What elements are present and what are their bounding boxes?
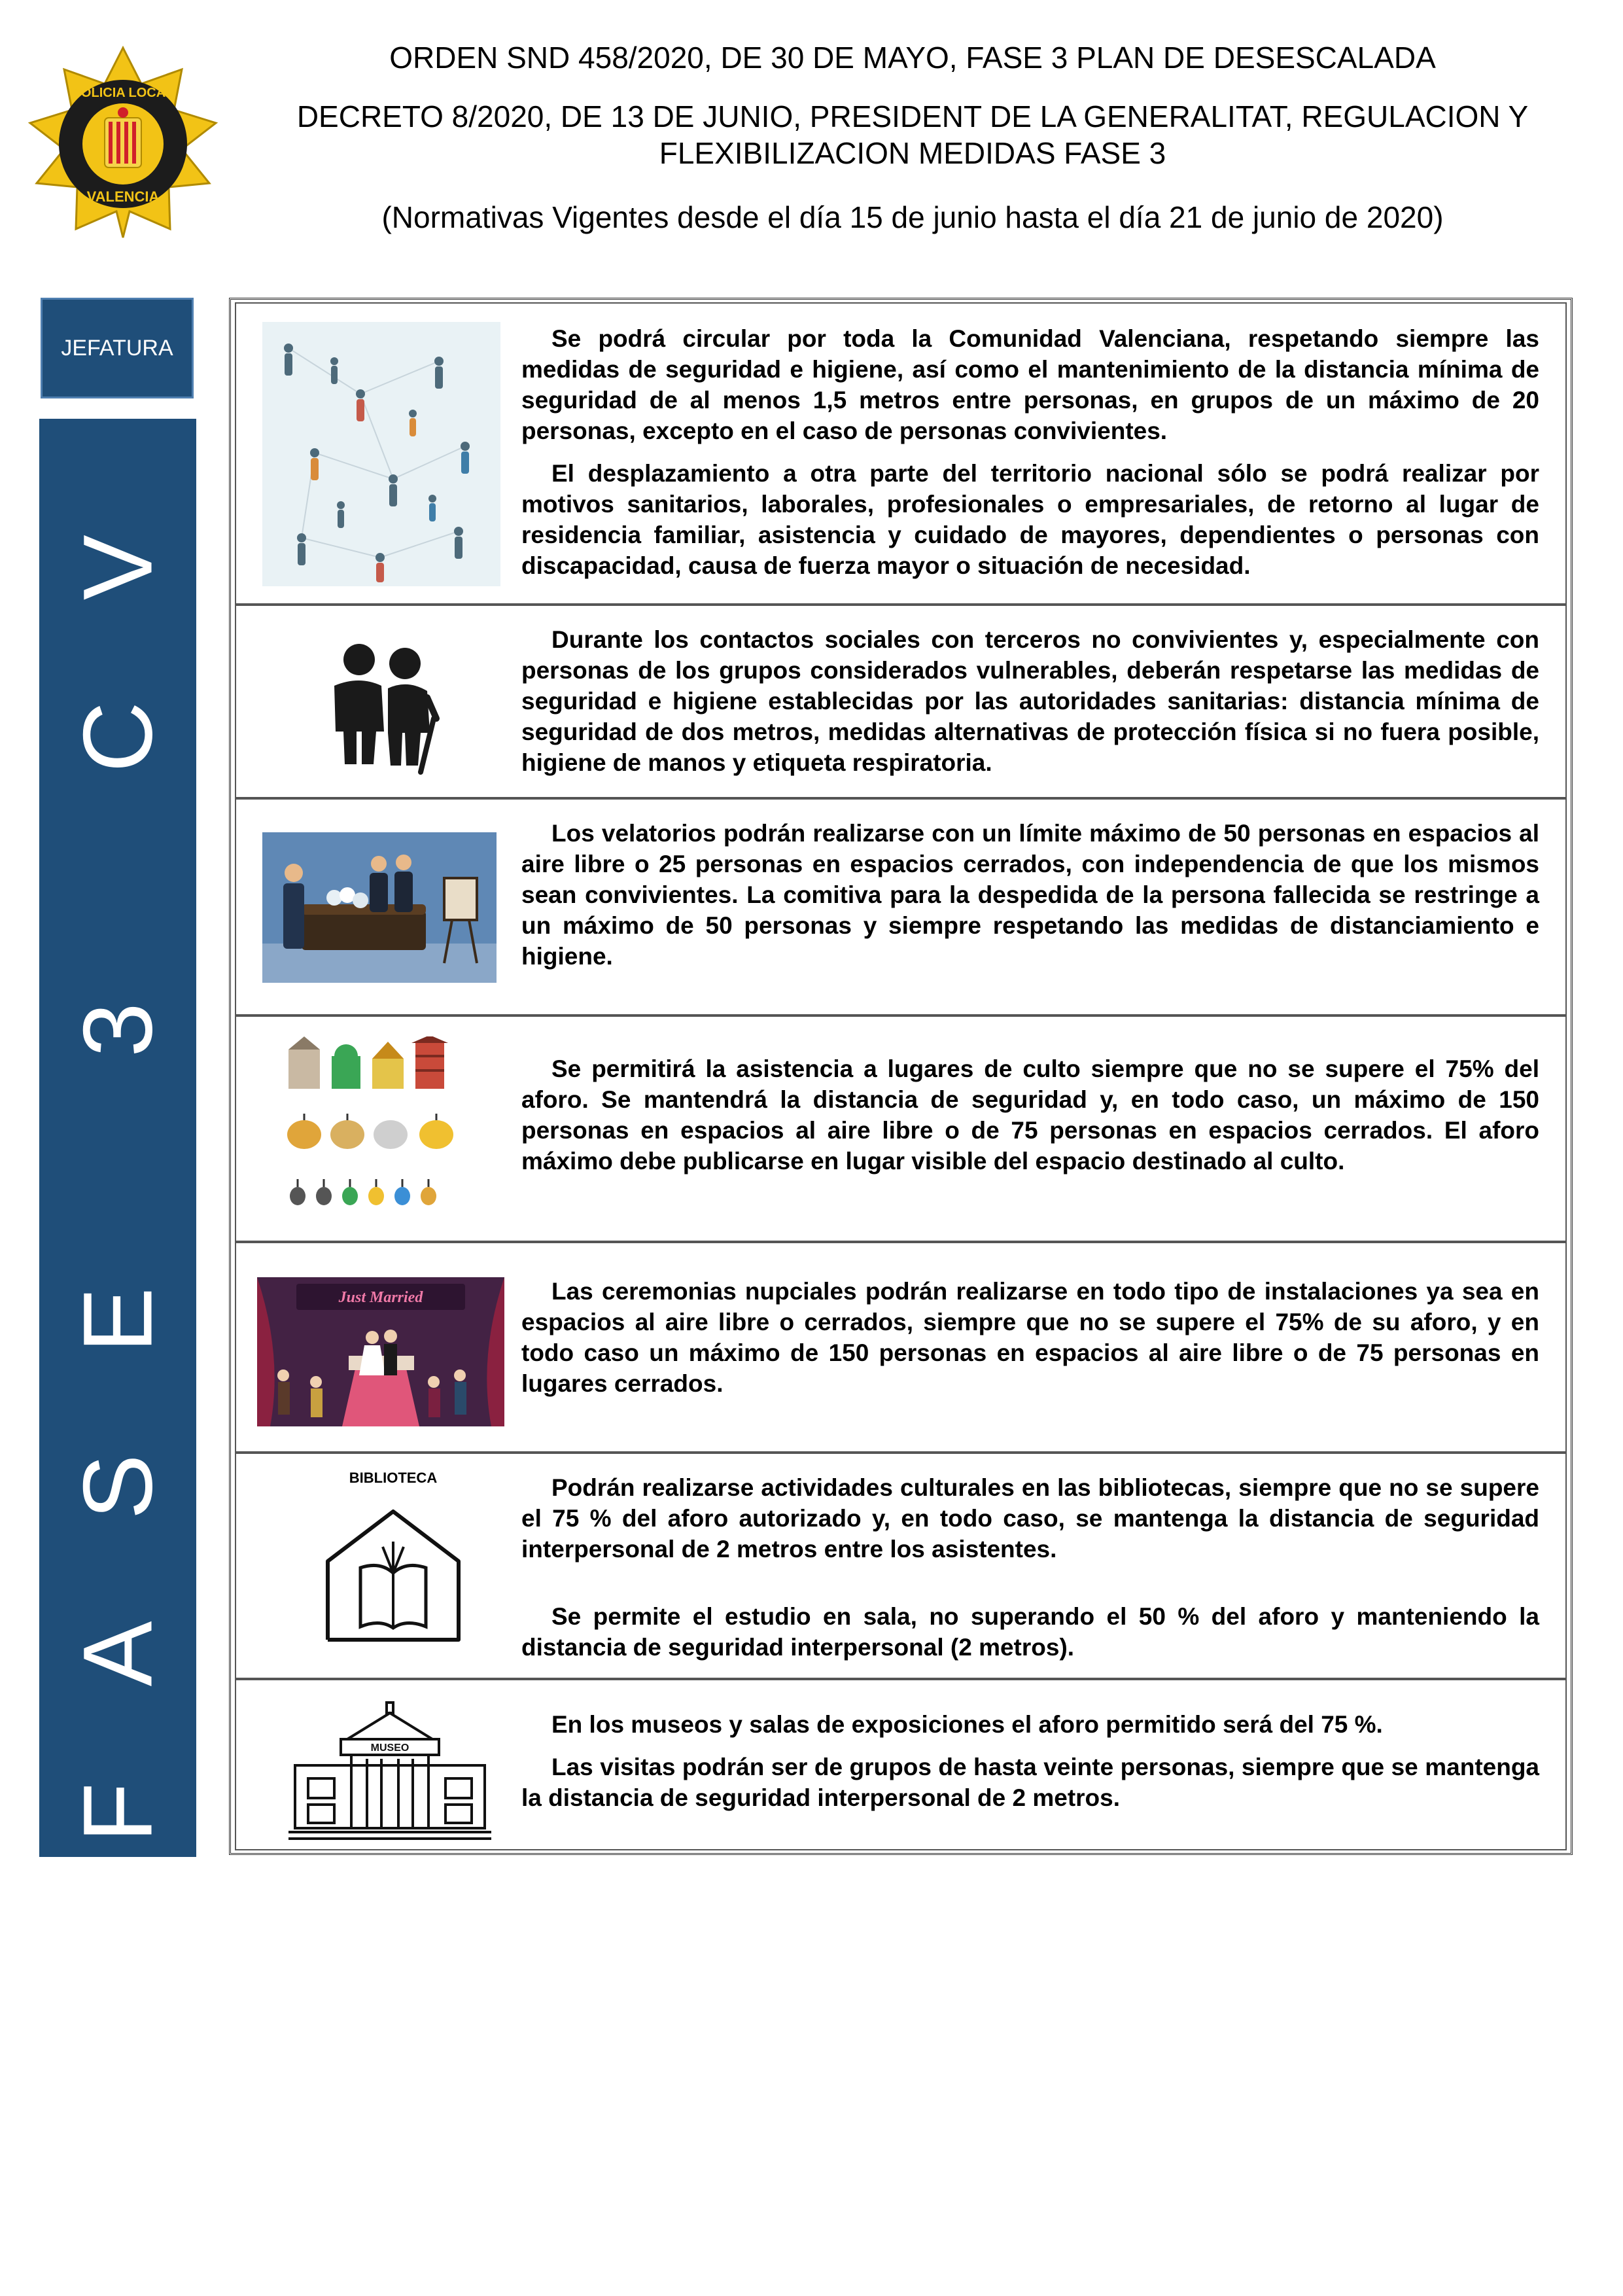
places-of-worship-icon: [282, 1036, 478, 1226]
wedding-icon: [257, 1277, 504, 1426]
row-text: [521, 1053, 1539, 1176]
header-decreto: DECRETO 8/2020, DE 13 DE JUNIO, PRESIDENT DE LA GENERALITAT, REGULACION Y: [296, 99, 1529, 133]
museum-caption: MUSEO: [370, 1742, 410, 1754]
row-text: [521, 818, 1539, 972]
table-row: [235, 1453, 1567, 1679]
row-paragraph: Se podrá circular por toda la Comunidad Valenciana, respetando siempre las medidas de seguridad e higiene, así como el mantenimiento de la distancia mínima de seguridad de al menos 1,5 metros entre personas, en grupos de un máximo de 20 personas, excepto en el caso de personas convivientes.: [521, 325, 1539, 444]
jefatura-label: JEFATURA: [41, 298, 194, 398]
row-text: [521, 624, 1539, 778]
crowd-distancing-icon: [262, 322, 500, 586]
museum-icon: [288, 1693, 491, 1844]
row-paragraph: Se permite el estudio en sala, no superando el 50 % del aforo y manteniendo la distancia de seguridad interpersonal (2 metros).: [521, 1603, 1539, 1661]
wedding-banner-text: Just Married: [338, 1289, 423, 1306]
row-paragraph: En los museos y salas de exposiciones el aforo permitido será del 75 %.: [551, 1711, 1383, 1738]
police-star-badge-icon: [25, 44, 221, 241]
row-paragraph: Las ceremonias nupciales podrán realizarse en todo tipo de instalaciones ya sea en espacios al aire libre o cerrados, siempre que no se supere el 75% de su aforo, y en todo caso un máximo de 150 personas en espacios al aire libre o de 75 personas en lugares cerrados.: [521, 1278, 1539, 1397]
table-row: [235, 605, 1567, 798]
policia-local-badge: [25, 44, 221, 241]
measures-table: [229, 298, 1573, 1855]
table-row: [235, 302, 1567, 605]
badge-bottom-text: VALENCIA: [86, 188, 160, 205]
row-paragraph: Se permitirá la asistencia a lugares de culto siempre que no se supere el 75% del aforo. Se mantendrá la distancia de seguridad y, en todo caso, un máximo de 150 personas en espacios al aire libre o de 75 personas en espacios cerrados. El aforo máximo debe publicarse en lugar visible del espacio destinado al culto.: [521, 1055, 1539, 1174]
funeral-icon: [262, 832, 497, 983]
table-row: [235, 1679, 1567, 1850]
table-row: [235, 798, 1567, 1016]
header-vigencia: (Normativas Vigentes desde el día 15 de junio hasta el día 21 de junio de 2020): [381, 200, 1444, 234]
table-row: [235, 1242, 1567, 1453]
row-text: [521, 1709, 1539, 1813]
table-row: [235, 1016, 1567, 1242]
elderly-couple-icon: [299, 620, 466, 784]
row-paragraph: Durante los contactos sociales con terceros no convivientes y, especialmente con personas de los grupos considerados vulnerables, deberán respetarse las medidas de seguridad e higiene establecidas por las autoridades sanitarias: distancia mínima de seguridad de dos metros, medidas alternativas de protección física si no fuera posible, higiene de manos y etiqueta respiratoria.: [521, 626, 1539, 776]
row-paragraph: El desplazamiento a otra parte del territorio nacional sólo se podrá realizar por motivos sanitarios, laborales, profesionales o empresariales, de retorno al lugar de residencia familiar, asistencia y cuidado de mayores, dependientes o personas con discapacidad, causa de fuerza mayor o situación de necesidad.: [521, 460, 1539, 579]
row-paragraph: Las visitas podrán ser de grupos de hasta veinte personas, siempre que se mantenga la distancia de seguridad interpersonal de 2 metros.: [521, 1754, 1539, 1811]
row-paragraph: Los velatorios podrán realizarse con un límite máximo de 50 personas en espacios al aire libre o 25 personas en espacios cerrados, con independencia de que los mismos sean convivientes. La comitiva para la despedida de la persona fallecida se restringe a un máximo de 50 personas y siempre respetando las medidas de distanciamiento e higiene.: [521, 820, 1539, 970]
row-text: [521, 1472, 1539, 1663]
document-header: [222, 34, 1603, 236]
header-orden: ORDEN SND 458/2020, DE 30 DE MAYO, FASE 3 PLAN DE DESESCALADA: [389, 41, 1436, 75]
row-text: [521, 1276, 1539, 1399]
fase-band: [39, 419, 196, 1857]
library-icon: [315, 1470, 472, 1666]
badge-top-text: POLICIA LOCAL: [72, 86, 174, 100]
fase-title: FASE 3 CV: [62, 433, 173, 1843]
row-text: [521, 323, 1539, 581]
row-paragraph: Podrán realizarse actividades culturales en las bibliotecas, siempre que no se supere el 75 % del aforo autorizado y, en todo caso, se mantenga la distancia de seguridad interpersonal de 2 metros entre los asistentes.: [521, 1474, 1539, 1563]
header-decreto-cont: FLEXIBILIZACION MEDIDAS FASE 3: [659, 136, 1166, 170]
library-caption: BIBLIOTECA: [349, 1470, 438, 1486]
